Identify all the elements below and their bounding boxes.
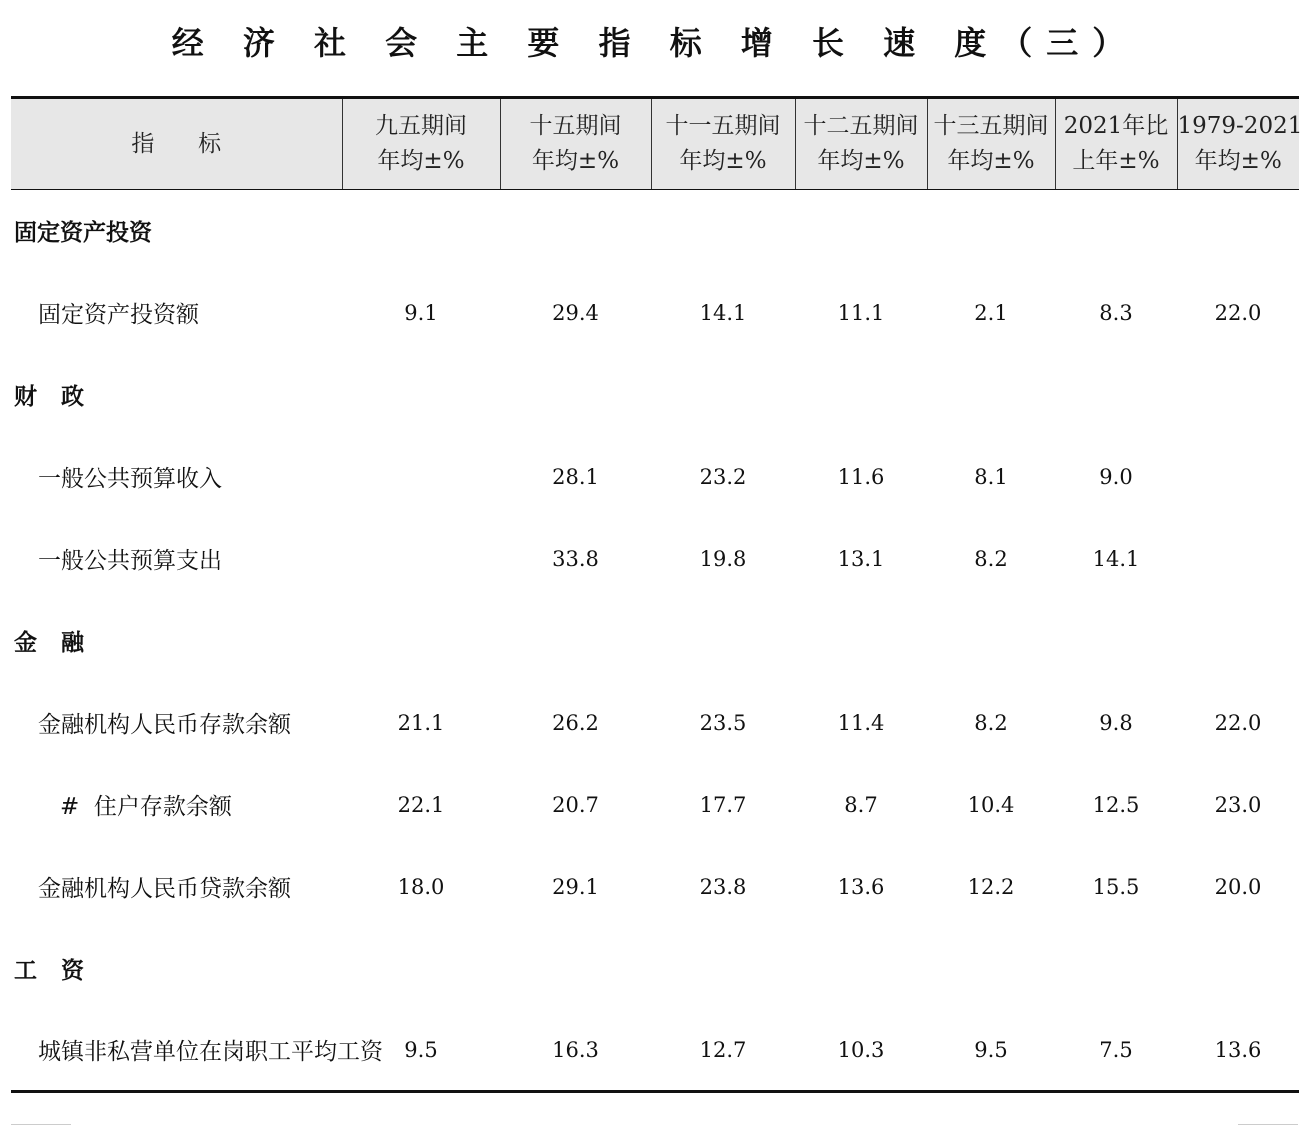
indicator-table xyxy=(11,96,1303,1093)
cell-value: 29.4 xyxy=(552,300,599,325)
cell-value: 9.8 xyxy=(1099,710,1133,735)
cell-value: 13.6 xyxy=(837,874,885,899)
table-row xyxy=(11,1010,1299,1092)
cell-value xyxy=(342,518,500,600)
cell-value: 11.4 xyxy=(837,710,885,735)
cell-value: 22.0 xyxy=(1214,710,1262,735)
table-row xyxy=(11,846,1299,928)
row-label: 金融机构人民币贷款余额 xyxy=(38,876,291,902)
footer-divider-left xyxy=(11,1124,71,1125)
section-row xyxy=(11,190,1299,272)
cell-value xyxy=(342,436,500,518)
table-row xyxy=(11,518,1299,600)
cell-value: 19.8 xyxy=(699,546,747,571)
cell-value: 9.5 xyxy=(342,1010,500,1092)
cell-value: 23.5 xyxy=(699,710,747,735)
section-title: 财 政 xyxy=(14,384,85,410)
cell-value: 7.5 xyxy=(1055,1010,1177,1092)
row-label: 一般公共预算支出 xyxy=(38,548,222,574)
footer-divider-right xyxy=(1238,1124,1298,1125)
cell-value: 11.6 xyxy=(837,464,885,489)
section-row xyxy=(11,600,1299,682)
cell-value: 9.0 xyxy=(1099,464,1133,489)
cell-value: 8.2 xyxy=(974,546,1008,571)
header-col-6: 2021年比 上年±% xyxy=(1055,98,1177,190)
cell-value: 13.1 xyxy=(837,546,885,571)
cell-value: 12.7 xyxy=(651,1010,795,1092)
cell-value: 8.2 xyxy=(974,710,1008,735)
cell-value: 2.1 xyxy=(974,300,1008,325)
cell-value: 22.1 xyxy=(397,792,445,817)
cell-value: 12.5 xyxy=(1092,792,1140,817)
cell-value: 20.0 xyxy=(1214,874,1262,899)
cell-value: 28.1 xyxy=(552,464,599,489)
cell-value: 23.8 xyxy=(699,874,747,899)
cell-value: 23.2 xyxy=(699,464,747,489)
section-title: 金 融 xyxy=(14,630,85,656)
cell-value: 9.1 xyxy=(404,300,438,325)
cell-value: 14.1 xyxy=(699,300,747,325)
header-col-7: 1979-2021 年均±% xyxy=(1177,98,1299,190)
cell-value xyxy=(1177,518,1299,600)
cell-value: 11.1 xyxy=(837,300,885,325)
cell-value: 20.7 xyxy=(552,792,599,817)
table-header-row xyxy=(11,98,1299,190)
section-row xyxy=(11,928,1299,1010)
cell-value: 8.3 xyxy=(1099,300,1133,325)
header-indicator: 指 标 xyxy=(11,98,342,190)
section-title: 工 资 xyxy=(14,958,85,984)
cell-value: 10.4 xyxy=(967,792,1015,817)
header-col-1: 九五期间 年均±% xyxy=(342,98,500,190)
cell-value: 22.0 xyxy=(1214,300,1262,325)
section-title: 固定资产投资 xyxy=(14,220,152,247)
cell-value: 23.0 xyxy=(1214,792,1262,817)
cell-value: 29.1 xyxy=(552,874,599,899)
cell-value: 14.1 xyxy=(1092,546,1140,571)
row-label: 城镇非私营单位在岗职工平均工资 xyxy=(11,1010,342,1092)
header-col-2: 十五期间 年均±% xyxy=(500,98,651,190)
cell-value: 15.5 xyxy=(1092,874,1140,899)
cell-value: 10.3 xyxy=(795,1010,927,1092)
table-row xyxy=(11,764,1299,846)
header-col-5: 十三五期间 年均±% xyxy=(927,98,1055,190)
table-row xyxy=(11,272,1299,354)
cell-value: 21.1 xyxy=(397,710,445,735)
row-label: 一般公共预算收入 xyxy=(38,466,222,492)
cell-value: 8.7 xyxy=(844,792,878,817)
cell-value: 16.3 xyxy=(500,1010,651,1092)
cell-value: 13.6 xyxy=(1177,1010,1299,1092)
cell-value xyxy=(1177,436,1299,518)
header-col-3: 十一五期间 年均±% xyxy=(651,98,795,190)
section-row xyxy=(11,354,1299,436)
row-label: 固定资产投资额 xyxy=(38,302,199,328)
cell-value: 12.2 xyxy=(967,874,1015,899)
page-title: 经 济 社 会 主 要 指 标 增 长 速 度（三） xyxy=(171,24,1139,62)
cell-value: 33.8 xyxy=(552,546,599,571)
cell-value: 26.2 xyxy=(552,710,599,735)
cell-value: 9.5 xyxy=(927,1010,1055,1092)
table-row xyxy=(11,682,1299,764)
cell-value: 17.7 xyxy=(699,792,747,817)
cell-value: 18.0 xyxy=(397,874,445,899)
row-label: 金融机构人民币存款余额 xyxy=(38,712,291,738)
cell-value: 8.1 xyxy=(974,464,1008,489)
row-label: # 住户存款余额 xyxy=(60,794,232,820)
table-row xyxy=(11,436,1299,518)
header-col-4: 十二五期间 年均±% xyxy=(795,98,927,190)
